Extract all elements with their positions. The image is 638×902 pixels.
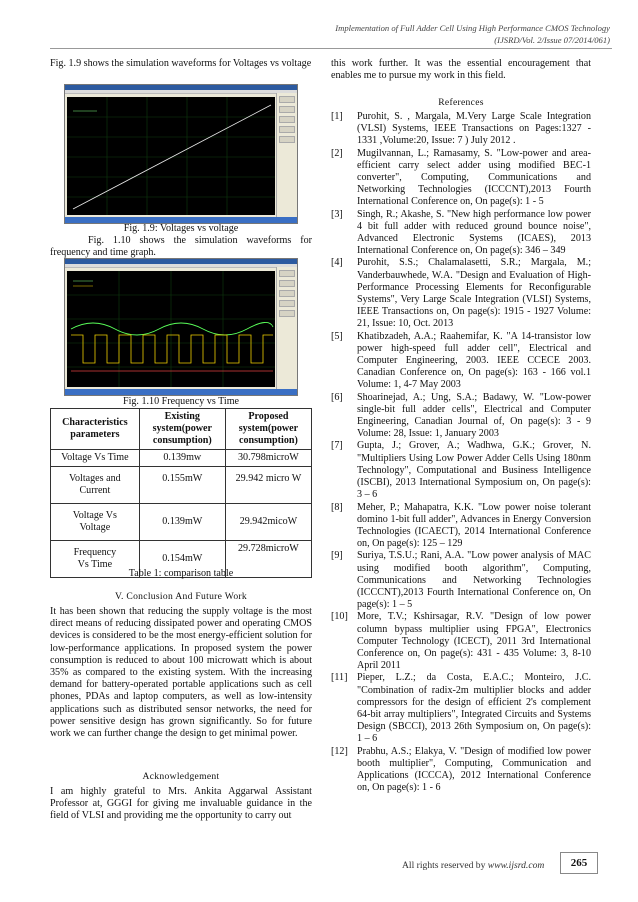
fig110-waveform-screenshot [64, 258, 298, 396]
acknowledgement-continued: this work further. It was the essential encouragement that enables me to pursue my work in this field. [331, 58, 591, 82]
reference-text: Purohit, S.S.; Chalamalasetti, S.R.; Margala, M.; Vanderbauwhede, W.A. "Design and Evaluation of High-Performance Processing Elements for Reconfigurable Systems", Very Large Scale Integration (VLSI) Systems, IEEE Transactions on, On page(s): 1915 - 1927 Volume: 21, Issue: 10, Oct. 2013 [357, 257, 591, 330]
fig110-plot-area [67, 271, 275, 387]
references-list [331, 111, 591, 794]
conclusion-text: It has been shown that reducing the supply voltage is the most direct means of reducing dissipated power and operating CMOS devices is considered to be the most energy-efficient solution for low-performance applications. In proposed system the power consumption is reduced to about 100 microwatt which is about 35% as compared to the existing system. With the increasing demand for battery-operated portable applications such as cell phones, PDAs and laptop computers, as well as low-intensity applications such as distributed sensor networks, the need for power sensitive design has grown significantly. So for future work we can further change the design to get minimal power. [50, 606, 312, 740]
table-cell: 29.942micoW [225, 504, 311, 541]
references-heading: References [438, 97, 484, 108]
reference-item [331, 550, 591, 611]
reference-number: [9] [331, 550, 343, 562]
fig110-intro: Fig. 1.10 shows the simulation waveforms for frequency and time graph. [50, 235, 312, 259]
reference-text: Pieper, L.Z.; da Costa, E.A.C.; Monteiro, J.C. "Combination of radix-2m multiplier blocks and adder compressors for the design of efficient 2's complement 64-bit array multipliers", Integrated Circuits and Systems Design (SBCCI), 2013 26th Symposium on, On page(s): 1 – 6 [357, 672, 591, 745]
footer-rights [402, 860, 544, 871]
reference-text: More, T.V.; Kshirsagar, R.V. "Design of low power column bypass multiplier using FPGA", Electronics Computer Technology (ICECT), 2011 3rd International Conference on, On page(s): 431 - 435 Volume: 3, 8-10 April 2011 [357, 611, 591, 672]
reference-text: Shoarinejad, A.; Ung, S.A.; Badawy, W. "Low-power single-bit full adder cells", Electrical and Computer Engineering, Canadian Journal of, On page(s): 3 - 9 Volume: 28, Issue: 1, January 2003 [357, 391, 591, 440]
table-cell: 0.155mW [139, 467, 225, 504]
table-cell: Voltage Vs Time [51, 450, 140, 467]
reference-number: [7] [331, 440, 343, 452]
fig110-caption: Fig. 1.10 Frequency vs Time [122, 396, 240, 407]
reference-text: Gupta, J.; Grover, A.; Wadhwa, G.K.; Grover, N. "Multipliers Using Low Power Adder Cells Using 180nm Technology", Computational and Business Intelligence (ISCBI), 2013 International Symposium on, On page(s): 3 – 6 [357, 440, 591, 501]
clock-trace [71, 335, 273, 363]
footer-site-link[interactable]: www.ijsrd.com [487, 860, 545, 871]
reference-item [331, 611, 591, 672]
table-cell: Frequency Vs Time [51, 541, 140, 578]
conclusion-heading: V. Conclusion And Future Work [114, 591, 248, 602]
reference-number: [3] [331, 208, 343, 220]
table-header-row [51, 409, 312, 450]
reference-item [331, 672, 591, 745]
table-cell: 30.798microW [225, 450, 311, 467]
fig19-waveform-svg [67, 97, 275, 215]
table-cell: 29.942 micro W [225, 467, 311, 504]
reference-number: [4] [331, 257, 343, 269]
reference-item [331, 209, 591, 258]
reference-number: [6] [331, 391, 343, 403]
reference-text: Prabhu, A.S.; Elakya, V. "Design of modified low power booth multiplier", Computing, Communication and Applications (ICCCA), 2012 International Conference on, On page(s): 1 - 6 [357, 745, 591, 794]
table-row [51, 504, 312, 541]
reference-item [331, 392, 591, 441]
reference-item [331, 502, 591, 551]
fig19-waveform-screenshot [64, 84, 298, 224]
journal-volume-header: (IJSRD/Vol. 2/Issue 07/2014/061) [494, 35, 610, 45]
header-rule [50, 48, 612, 49]
reference-item [331, 111, 591, 148]
reference-item [331, 746, 591, 795]
reference-number: [8] [331, 501, 343, 513]
fig19-intro: Fig. 1.9 shows the simulation waveforms for Voltages vs voltage [50, 58, 312, 69]
fig19-plot-area [67, 97, 275, 215]
table-cell: Voltage Vs Voltage [51, 504, 140, 541]
reference-number: [5] [331, 330, 343, 342]
frequency-trace [71, 322, 273, 335]
reference-item [331, 148, 591, 209]
reference-number: [2] [331, 147, 343, 159]
reference-number: [10] [331, 611, 348, 623]
reference-text: Mugilvannan, L.; Ramasamy, S. "Low-power and area-efficient carry select adder using modified BEC-1 converter", Computing, Communications and Networking Technologies (ICCCNT),2013 Fourth International Conference on, On page(s): 1 - 5 [357, 147, 591, 208]
table-row [51, 450, 312, 467]
reference-text: Meher, P.; Mahapatra, K.K. "Low power noise tolerant domino 1-bit full adder", Advances in Energy Conversion Technologies (ICAECT), 2014 International Conference on, On page(s): 125 – 129 [357, 501, 591, 550]
table-cell: 29.728microW [225, 541, 311, 578]
table-caption: Table 1: comparison table [128, 568, 234, 579]
footer-rights-text: All rights reserved by [402, 860, 488, 871]
table-cell: 0.154mW [139, 541, 225, 578]
reference-text: Khatibzadeh, A.A.; Raahemifar, K. "A 14-transistor low power high-speed full adder cell", Electrical and Computer Engineering, 2003. IEEE CCECE 2003. Canadian Conference on, On page(s): 163 - 166 vol.1 Volume: 1, 4-7 May 2003 [357, 330, 591, 391]
reference-item [331, 331, 591, 392]
reference-text: Purohit, S. , Margala, M.Very Large Scale Integration (VLSI) Systems, IEEE Transactions on Pages:1327 - 1331 ,Volume:20, Issue: 7 ) July 2012 . [357, 111, 591, 147]
reference-number: [11] [331, 672, 348, 684]
reference-text: Suriya, T.S.U.; Rani, A.A. "Low power analysis of MAC using modified booth algorithm", Computing, Communications and Networking Technologies (ICCCNT),2013 Fourth International Conference on, On page(s): 1 – 5 [357, 550, 591, 611]
acknowledgement-text: I am highly grateful to Mrs. Ankita Aggarwal Assistant Professor at, GGGI for giving me invaluable guidance in the field of VLSI and providing me the opportunity to carry out [50, 786, 312, 822]
reference-item [331, 257, 591, 330]
table-header-cell: Existing system(power consumption) [139, 409, 225, 450]
table-cell: 0.139mW [139, 504, 225, 541]
acknowledgement-heading: Acknowledgement [142, 771, 220, 782]
comparison-table [50, 408, 312, 578]
table-cell: Voltages and Current [51, 467, 140, 504]
reference-item [331, 440, 591, 501]
reference-text: Singh, R.; Akashe, S. "New high performance low power 4 bit full adder with reduced ground bounce noise", Advanced Electronic Systems (ICAES), 2013 International Conference on, On page(s): 346 – 349 [357, 208, 591, 257]
journal-title-header: Implementation of Full Adder Cell Using High Performance CMOS Technology [335, 23, 610, 33]
reference-number: [1] [331, 111, 343, 122]
table-header-cell: Characteristics parameters [51, 409, 140, 450]
page-number: 265 [560, 852, 598, 874]
table-cell: 0.139mw [139, 450, 225, 467]
fig19-caption: Fig. 1.9: Voltages vs voltage [123, 223, 239, 234]
table-header-cell: Proposed system(power consumption) [225, 409, 311, 450]
fig110-waveform-svg [67, 271, 275, 387]
table-row [51, 467, 312, 504]
reference-number: [12] [331, 745, 348, 757]
